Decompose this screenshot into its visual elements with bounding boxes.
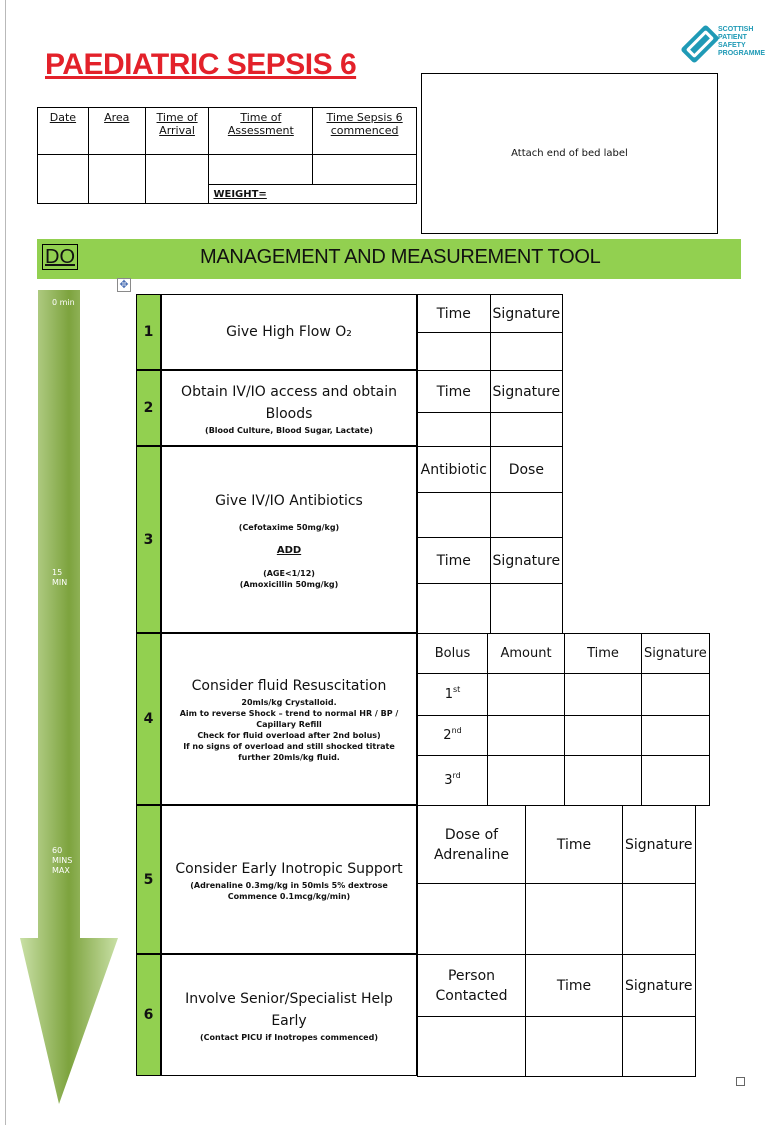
step-5-record-table bbox=[417, 805, 696, 955]
step-number: 2 bbox=[136, 370, 161, 446]
time-header: Time bbox=[418, 295, 491, 333]
step-2-record-table bbox=[417, 370, 563, 447]
time-input-cell[interactable] bbox=[526, 884, 623, 955]
amount-input-cell[interactable] bbox=[488, 674, 565, 716]
step-description bbox=[161, 954, 417, 1076]
time-header: Time bbox=[565, 634, 642, 674]
step-note: (Blood Culture, Blood Sugar, Lactate) bbox=[205, 425, 373, 435]
antibiotic-input-cell[interactable] bbox=[418, 493, 491, 538]
time-of-arrival-field[interactable] bbox=[145, 155, 209, 204]
step-title: Give IV/IO Antibiotics bbox=[215, 492, 363, 509]
step-number: 4 bbox=[136, 633, 161, 805]
signature-header: Signature bbox=[623, 955, 696, 1017]
signature-header: Signature bbox=[642, 634, 710, 674]
step-6-record-table bbox=[417, 954, 696, 1077]
time-input-cell[interactable] bbox=[565, 674, 642, 716]
step-description bbox=[161, 633, 417, 805]
time-input-cell[interactable] bbox=[418, 333, 491, 371]
dose-header: Dose bbox=[490, 447, 563, 493]
step-note: Commence 0.1mcg/kg/min) bbox=[227, 891, 351, 901]
table-move-handle-icon[interactable]: ✥ bbox=[117, 278, 131, 292]
page-margin-line bbox=[5, 0, 6, 1125]
logo-text: SCOTTISH PATIENT SAFETY PROGRAMME bbox=[718, 26, 766, 57]
step-3-row bbox=[136, 446, 738, 633]
time-sepsis-commenced-field[interactable] bbox=[313, 155, 417, 185]
bolus-2-label: 2nd bbox=[418, 716, 488, 756]
step-3-record-table bbox=[417, 446, 563, 634]
step-title: Consider fluid Resuscitation bbox=[191, 678, 387, 694]
dose-input-cell[interactable] bbox=[490, 493, 563, 538]
time-sepsis-commenced-header: Time Sepsis 6 commenced bbox=[313, 108, 417, 155]
section-title: MANAGEMENT AND MEASUREMENT TOOL bbox=[200, 246, 601, 268]
signature-header: Signature bbox=[490, 538, 563, 584]
signature-input-cell[interactable] bbox=[623, 1017, 696, 1077]
dose-of-adrenaline-header: Dose of Adrenaline bbox=[418, 806, 526, 884]
step-4-row bbox=[136, 633, 738, 805]
bolus-3-label: 3rd bbox=[418, 756, 488, 806]
signature-input-cell[interactable] bbox=[642, 716, 710, 756]
amount-input-cell[interactable] bbox=[488, 756, 565, 806]
step-note: (Adrenaline 0.3mg/kg in 50mls 5% dextrose bbox=[190, 880, 388, 890]
page-title: PAEDIATRIC SEPSIS 6 bbox=[45, 48, 357, 81]
signature-header: Signature bbox=[623, 806, 696, 884]
timeline-start-label: 0 min bbox=[52, 298, 75, 307]
patient-details-table bbox=[37, 107, 417, 204]
age-note: (AGE<1/12) bbox=[263, 568, 315, 578]
area-header: Area bbox=[88, 108, 145, 155]
time-header: Time bbox=[526, 955, 623, 1017]
step-5-row bbox=[136, 805, 738, 954]
time-header: Time bbox=[418, 371, 491, 413]
do-tag: DO bbox=[42, 244, 78, 270]
area-field[interactable] bbox=[88, 155, 145, 204]
step-number: 1 bbox=[136, 294, 161, 370]
signature-input-cell[interactable] bbox=[642, 674, 710, 716]
signature-input-cell[interactable] bbox=[490, 584, 563, 634]
time-of-assessment-field[interactable] bbox=[209, 155, 313, 185]
bed-label-text: Attach end of bed label bbox=[511, 148, 628, 159]
step-description bbox=[161, 446, 417, 633]
amoxicillin-note: (Amoxicillin 50mg/kg) bbox=[239, 579, 339, 589]
step-title: Consider Early Inotropic Support bbox=[175, 860, 403, 877]
timeline-mid-label: 15 MIN bbox=[52, 568, 68, 587]
weight-field[interactable]: WEIGHT= bbox=[209, 185, 417, 204]
amount-input-cell[interactable] bbox=[488, 716, 565, 756]
step-number: 5 bbox=[136, 805, 161, 954]
step-description bbox=[161, 370, 417, 446]
date-field[interactable] bbox=[38, 155, 89, 204]
time-input-cell[interactable] bbox=[418, 413, 491, 447]
step-1-row bbox=[136, 294, 738, 370]
step-number: 3 bbox=[136, 446, 161, 633]
person-contacted-header: Person Contacted bbox=[418, 955, 526, 1017]
step-1-record-table bbox=[417, 294, 563, 371]
time-input-cell[interactable] bbox=[565, 756, 642, 806]
antibiotic-header: Antibiotic bbox=[418, 447, 491, 493]
bed-label-box bbox=[421, 73, 718, 234]
time-input-cell[interactable] bbox=[526, 1017, 623, 1077]
scottish-patient-safety-logo bbox=[680, 16, 770, 72]
signature-input-cell[interactable] bbox=[490, 333, 563, 371]
signature-input-cell[interactable] bbox=[623, 884, 696, 955]
signature-header: Signature bbox=[490, 371, 563, 413]
time-header: Time bbox=[526, 806, 623, 884]
add-label: ADD bbox=[276, 544, 302, 556]
dose-input-cell[interactable] bbox=[418, 884, 526, 955]
date-header: Date bbox=[38, 108, 89, 155]
step-description bbox=[161, 294, 417, 370]
step-title: Give High Flow O₂ bbox=[226, 324, 352, 340]
step-description bbox=[161, 805, 417, 954]
amount-header: Amount bbox=[488, 634, 565, 674]
signature-header: Signature bbox=[490, 295, 563, 333]
time-input-cell[interactable] bbox=[565, 716, 642, 756]
signature-input-cell[interactable] bbox=[490, 413, 563, 447]
step-title: Involve Senior/Specialist Help Early bbox=[185, 990, 393, 1029]
time-header: Time bbox=[418, 538, 491, 584]
timeline-arrow-icon bbox=[14, 288, 124, 1106]
time-of-arrival-header: Time of Arrival bbox=[145, 108, 209, 155]
time-input-cell[interactable] bbox=[418, 584, 491, 634]
step-4-record-table bbox=[417, 633, 710, 806]
person-input-cell[interactable] bbox=[418, 1017, 526, 1077]
timeline-end-label: 60 MINS MAX bbox=[52, 846, 73, 875]
table-resize-handle[interactable] bbox=[736, 1077, 745, 1086]
step-title: Obtain IV/IO access and obtain Bloods bbox=[181, 383, 397, 422]
bolus-header: Bolus bbox=[418, 634, 488, 674]
step-note: (Cefotaxime 50mg/kg) bbox=[238, 522, 340, 532]
step-note: If no signs of overload and still shocked titrate further 20mls/kg fluid. bbox=[183, 742, 395, 762]
step-2-row bbox=[136, 370, 738, 446]
bolus-1-label: 1st bbox=[418, 674, 488, 716]
logo-emblem-icon bbox=[680, 16, 720, 72]
signature-input-cell[interactable] bbox=[642, 756, 710, 806]
step-note: Aim to reverse Shock – trend to normal HR / BP / Capillary Refill bbox=[179, 709, 399, 729]
step-note: 20mls/kg Crystalloid. bbox=[241, 698, 337, 707]
step-note: Check for fluid overload after 2nd bolus) bbox=[197, 731, 381, 740]
step-number: 6 bbox=[136, 954, 161, 1076]
step-note: (Contact PICU if Inotropes commenced) bbox=[199, 1032, 378, 1042]
time-of-assessment-header: Time of Assessment bbox=[209, 108, 313, 155]
step-6-row bbox=[136, 954, 738, 1076]
